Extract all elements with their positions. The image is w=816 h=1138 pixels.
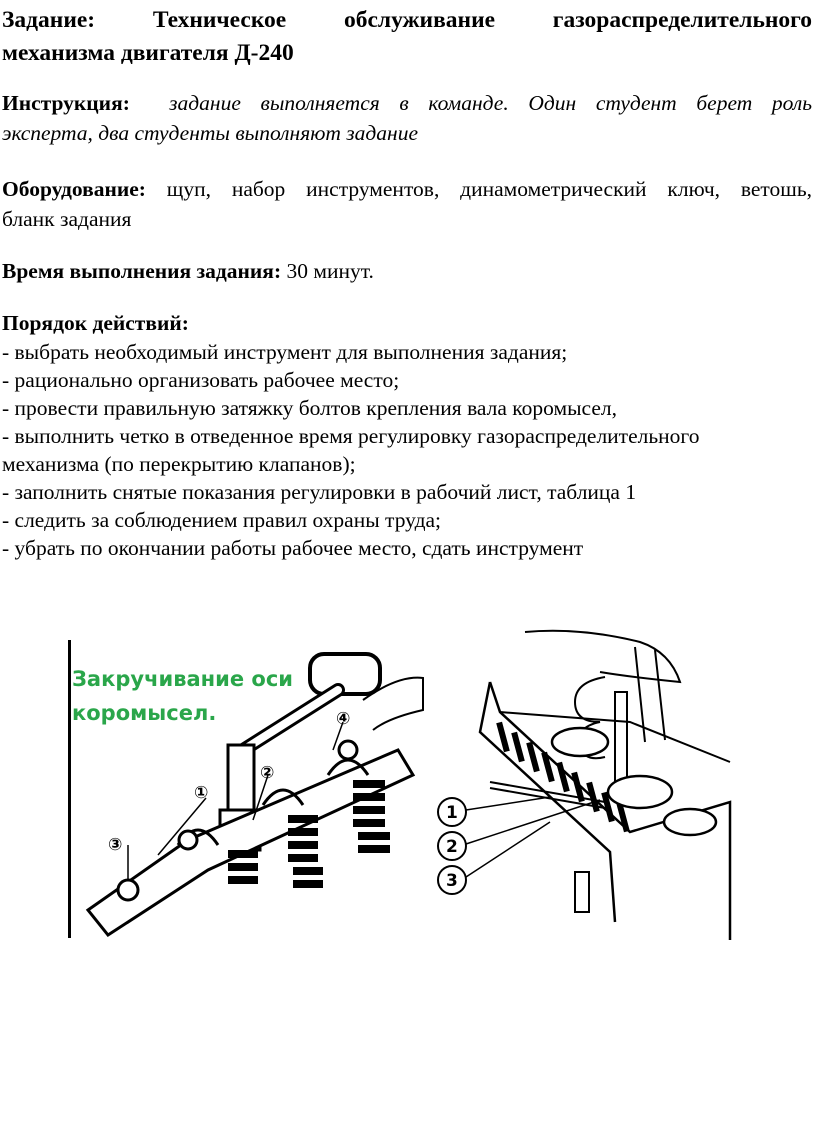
callout-3: 3 xyxy=(446,871,458,891)
procedure-steps xyxy=(2,338,812,562)
procedure-step: - выполнить четко в отведенное время регулировку газораспределительного xyxy=(2,424,700,448)
figure-valve-adjustment xyxy=(430,622,750,940)
instruction-paragraph xyxy=(2,88,812,148)
task-title-line1: Задание: Техническое обслуживание газораспределительного xyxy=(2,7,812,33)
equipment-label: Оборудование: xyxy=(2,177,146,201)
figure-caption-line1: Закручивание оси xyxy=(72,667,294,691)
procedure-step: - выбрать необходимый инструмент для выполнения задания; xyxy=(2,340,568,364)
time-label: Время выполнения задания: xyxy=(2,259,282,283)
procedure-step: - рационально организовать рабочее место; xyxy=(2,368,400,392)
procedure-label: Порядок действий: xyxy=(2,311,189,335)
task-title-line2: механизма двигателя Д-240 xyxy=(2,40,294,66)
marker-2: ② xyxy=(260,763,275,783)
procedure-heading xyxy=(2,308,812,338)
procedure-step: - провести правильную затяжку болтов крепления вала коромысел, xyxy=(2,396,618,420)
instruction-text-line1: задание выполняется в команде. Один студент берет роль xyxy=(169,91,813,115)
marker-4: ④ xyxy=(336,709,351,729)
marker-3: ③ xyxy=(108,835,123,855)
figure-caption-line2: коромысел. xyxy=(72,701,217,725)
procedure-step: - убрать по окончании работы рабочее место, сдать инструмент xyxy=(2,536,584,560)
procedure-step: - следить за соблюдением правил охраны труда; xyxy=(2,508,442,532)
valve-adjustment-illustration xyxy=(430,622,750,940)
equipment-paragraph xyxy=(2,174,812,234)
callout-2: 2 xyxy=(446,837,458,857)
instruction-text-line2: эксперта, два студенты выполняют задание xyxy=(2,121,418,145)
time-value: 30 минут. xyxy=(286,259,374,283)
figure-rocker-shaft-tightening xyxy=(68,640,428,940)
callout-1: 1 xyxy=(446,803,458,823)
task-title xyxy=(2,4,812,70)
time-paragraph xyxy=(2,256,812,286)
equipment-text-line1: щуп, набор инструментов, динамометрический ключ, ветошь, xyxy=(166,177,813,201)
equipment-text-line2: бланк задания xyxy=(2,207,132,231)
marker-1: ① xyxy=(194,783,209,803)
procedure-step: - заполнить снятые показания регулировки в рабочий лист, таблица 1 xyxy=(2,480,637,504)
rocker-shaft-illustration xyxy=(68,640,428,940)
instruction-label: Инструкция: xyxy=(2,91,130,115)
procedure-step: механизма (по перекрытию клапанов); xyxy=(2,452,356,476)
